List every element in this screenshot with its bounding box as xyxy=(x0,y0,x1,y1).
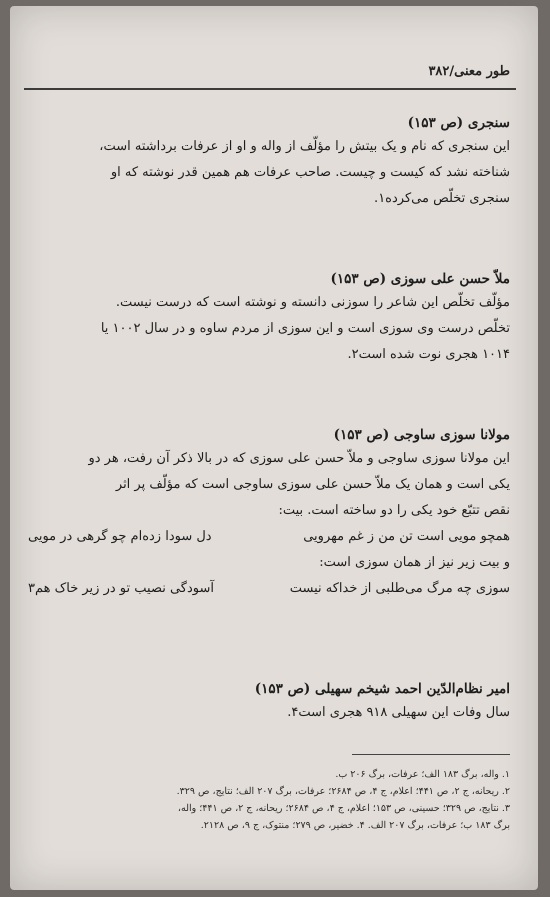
footnote: ۱. واله، برگ ۱۸۳ الف؛ عرفات، برگ ۲۰۶ ب. xyxy=(335,769,510,780)
entry-heading: مولانا سوزی ساوجی (ص ۱۵۳) xyxy=(333,427,510,443)
entry-line: این سنجری که نام و یک بیتش را مؤلّف از واله و او از عرفات برداشته است، xyxy=(99,139,510,154)
book-page xyxy=(10,6,538,890)
entry-heading: ملاّ حسن علی سوزی (ص ۱۵۳) xyxy=(330,271,510,287)
entry-mulla-hasan-ali-suzi xyxy=(28,268,510,368)
entry-nizam-al-din-soheili xyxy=(28,678,510,726)
footnote: ۳. نتایج، ص ۳۲۹؛ حسینی، ص ۱۵۳؛ اعلام، ج ۴، ص ۲۶۸۴؛ ریحانه، ج ۲، ص ۴۴۱؛ واله، xyxy=(177,803,510,814)
header-divider xyxy=(24,88,516,90)
running-header: طور معنی/۳۸۲ xyxy=(428,64,510,79)
entry-line: ۱۰۱۴ هجری نوت شده است۲. xyxy=(347,347,510,362)
verse-hemistich-right: سوزی چه مرگ می‌طلبی از خداکه نیست xyxy=(289,581,510,596)
entry-line: تخلّص درست وی سوزی است و این سوزی از مردم ساوه و در سال ۱۰۰۲ یا xyxy=(100,321,510,336)
entry-line: یکی است و همان یک ملاّ حسن علی سوزی ساوجی است که مؤلّف پر اثر xyxy=(115,477,510,492)
verse-couplet xyxy=(28,524,510,550)
verse-hemistich-left: آسودگی نصیب تو در زیر خاک هم۳ xyxy=(28,581,215,596)
footnotes xyxy=(32,766,510,834)
verse-hemistich-right: همچو مویی است تن من ز غم مهرویی xyxy=(303,529,510,544)
entry-line: مؤلّف تخلّص این شاعر را سوزنی دانسته و نوشته است که درست نیست. xyxy=(115,295,510,310)
entry-line: این مولانا سوزی ساوجی و ملاّ حسن علی سوزی که در بالا ذکر آن رفت، هر دو xyxy=(88,451,510,466)
entry-line: سنجری تخلّص می‌کرده۱. xyxy=(374,191,510,206)
verse-couplet xyxy=(28,576,510,602)
entry-heading: امیر نظام‌الدّین احمد شیخم سهیلی (ص ۱۵۳) xyxy=(254,681,510,697)
footnote: ۲. ریحانه، ج ۲، ص ۴۴۱؛ اعلام، ج ۴، ص ۲۶۸۴؛ عرفات، برگ ۲۰۷ الف؛ نتایج، ص ۳۲۹. xyxy=(176,786,510,797)
entry-heading: سنجری (ص ۱۵۳) xyxy=(407,115,510,131)
entry-sanjari xyxy=(28,112,510,212)
entry-line: سال وفات این سهیلی ۹۱۸ هجری است۴. xyxy=(287,705,510,720)
entry-line: و بیت زیر نیز از همان سوزی است: xyxy=(319,555,510,570)
verse-hemistich-left: دل سودا زده‌ام چو گرهی در مویی xyxy=(28,529,212,544)
entry-line: نقص تتبّع خود یکی را دو ساخته است. بیت: xyxy=(278,503,510,518)
entry-mowlana-suzi-savaji xyxy=(28,424,510,602)
footnote-divider xyxy=(352,754,510,755)
entry-line: شناخته نشد که کیست و چیست. صاحب عرفات هم همین قدر نوشته که او xyxy=(110,165,510,180)
footnote: برگ ۱۸۳ ب؛ عرفات، برگ ۲۰۷ الف. ۴. خضیر، ص ۲۷۹؛ منتوک، ج ۹، ص ۲۱۲۸. xyxy=(200,820,510,831)
